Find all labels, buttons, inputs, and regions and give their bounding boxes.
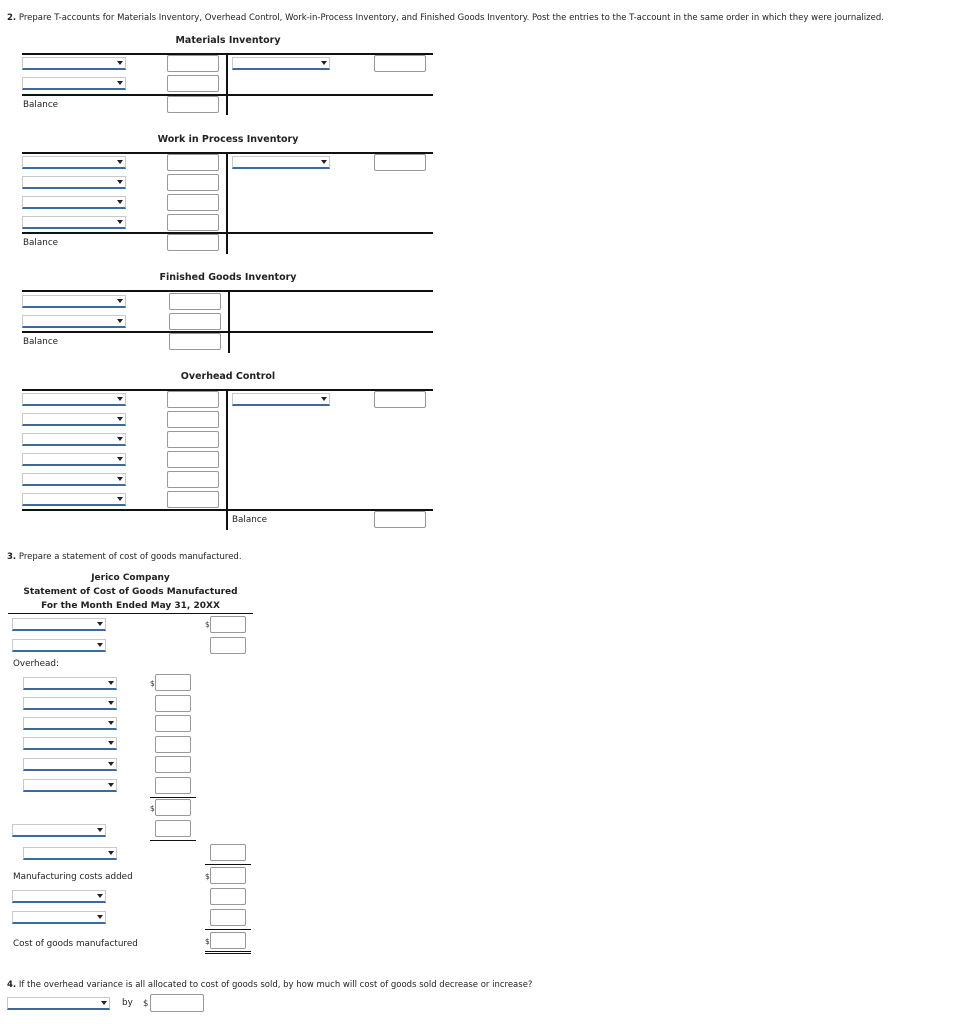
cogm-amount-1[interactable]: [210, 616, 246, 633]
cogm-double-rule-1: [205, 951, 251, 952]
wip-credit-account-select-1[interactable]: [232, 156, 330, 169]
wip-debit-account-select-4[interactable]: [22, 216, 126, 229]
cogm-select-4[interactable]: [23, 847, 117, 860]
wip-debit-account-select-2[interactable]: [22, 176, 126, 189]
statement-header-rule: [8, 613, 253, 614]
overhead-subtotal-dollar: $: [150, 804, 155, 813]
overhead-item-amount-6[interactable]: [155, 777, 191, 794]
finished-balance-rule: [22, 331, 433, 333]
cogm-select-6[interactable]: [12, 911, 106, 924]
cogm-total-dollar: $: [205, 937, 210, 946]
overhead-debit-account-select-1[interactable]: [22, 393, 126, 406]
mfg-costs-added-amount[interactable]: [210, 867, 246, 884]
cogm-dollar-1: $: [205, 620, 210, 629]
finished-center-rule: [228, 290, 230, 353]
overhead-total-rule: [150, 840, 196, 841]
cogm-amount-2[interactable]: [210, 637, 246, 654]
cogm-amount-4[interactable]: [210, 844, 246, 861]
wip-credit-amount-1[interactable]: [374, 154, 426, 171]
statement-period: For the Month Ended May 31, 20XX: [41, 601, 220, 611]
wip-debit-amount-2[interactable]: [167, 174, 219, 191]
overhead-section-label: Overhead:: [13, 659, 59, 669]
overhead-subtotal-rule: [150, 797, 196, 798]
mfg-costs-rule: [205, 864, 251, 865]
cogm-amount-3[interactable]: [155, 820, 191, 837]
overhead-balance-label: Balance: [232, 515, 268, 525]
overhead-item-select-2[interactable]: [23, 697, 117, 710]
overhead-item-select-1[interactable]: [23, 677, 117, 690]
materials-debit-account-select-2[interactable]: [22, 77, 126, 90]
wip-debit-amount-3[interactable]: [167, 194, 219, 211]
finished-debit-account-select-1[interactable]: [22, 295, 126, 308]
wip-balance-rule: [22, 232, 433, 234]
q3-prompt: 3. Prepare a statement of cost of goods manufactured.: [7, 552, 242, 562]
overhead-item-select-6[interactable]: [23, 779, 117, 792]
finished-debit-account-select-2[interactable]: [22, 315, 126, 328]
overhead-debit-amount-5[interactable]: [167, 471, 219, 488]
overhead-subtotal-amount[interactable]: [155, 799, 191, 816]
overhead-debit-account-select-2[interactable]: [22, 413, 126, 426]
mfg-costs-added-label: Manufacturing costs added: [13, 872, 133, 882]
statement-title: Statement of Cost of Goods Manufactured: [23, 587, 238, 597]
cogm-label: Cost of goods manufactured: [13, 939, 138, 949]
wip-debit-account-select-3[interactable]: [22, 196, 126, 209]
wip-balance-label: Balance: [23, 238, 59, 248]
cogm-total-rule: [205, 929, 251, 930]
overhead-item-select-5[interactable]: [23, 758, 117, 771]
variance-dollar: $: [143, 999, 149, 1009]
overhead-credit-amount-1[interactable]: [374, 391, 426, 408]
overhead-item-select-3[interactable]: [23, 717, 117, 730]
cogm-select-3[interactable]: [12, 824, 106, 837]
cogm-select-1[interactable]: [12, 618, 106, 631]
overhead-item-amount-1[interactable]: [155, 674, 191, 691]
materials-balance-amount[interactable]: [167, 96, 219, 113]
materials-account-title: Materials Inventory: [175, 35, 281, 46]
materials-balance-label: Balance: [23, 100, 59, 110]
overhead-debit-account-select-4[interactable]: [22, 453, 126, 466]
materials-center-rule: [226, 53, 228, 115]
cogm-double-rule-2: [205, 953, 251, 954]
materials-credit-account-select-1[interactable]: [232, 57, 330, 70]
by-label: by: [122, 998, 133, 1008]
wip-balance-amount[interactable]: [167, 234, 219, 251]
materials-balance-rule: [22, 94, 433, 96]
overhead-item-amount-5[interactable]: [155, 756, 191, 773]
overhead-debit-amount-4[interactable]: [167, 451, 219, 468]
materials-debit-amount-2[interactable]: [167, 75, 219, 92]
wip-debit-amount-4[interactable]: [167, 214, 219, 231]
overhead-item-amount-3[interactable]: [155, 715, 191, 732]
wip-debit-account-select-1[interactable]: [22, 156, 126, 169]
overhead-debit-amount-6[interactable]: [167, 491, 219, 508]
overhead-debit-amount-2[interactable]: [167, 411, 219, 428]
overhead-debit-account-select-6[interactable]: [22, 493, 126, 506]
finished-balance-amount[interactable]: [169, 333, 221, 350]
overhead-credit-account-select-1[interactable]: [232, 393, 330, 406]
wip-account-title: Work in Process Inventory: [157, 134, 299, 145]
overhead-item-amount-2[interactable]: [155, 695, 191, 712]
cogm-select-2[interactable]: [12, 639, 106, 652]
q2-prompt: 2. Prepare T-accounts for Materials Inventory, Overhead Control, Work-in-Process Inventory, and Finished Goods Inventory. Post the entries to the T-account in the same order in which they were journalized.: [7, 13, 884, 23]
overhead-debit-account-select-3[interactable]: [22, 433, 126, 446]
variance-amount-input[interactable]: [150, 994, 204, 1012]
materials-credit-amount-1[interactable]: [374, 55, 426, 72]
wip-debit-amount-1[interactable]: [167, 154, 219, 171]
cogm-select-5[interactable]: [12, 890, 106, 903]
materials-debit-account-select-1[interactable]: [22, 57, 126, 70]
overhead-debit-amount-3[interactable]: [167, 431, 219, 448]
company-name: Jerico Company: [91, 573, 170, 583]
cogm-total-amount[interactable]: [210, 932, 246, 949]
variance-direction-select[interactable]: [7, 997, 110, 1010]
cogm-amount-5[interactable]: [210, 888, 246, 905]
overhead-item-amount-4[interactable]: [155, 736, 191, 753]
overhead-balance-rule: [22, 509, 433, 511]
finished-debit-amount-2[interactable]: [169, 313, 221, 330]
materials-debit-amount-1[interactable]: [167, 55, 219, 72]
overhead-debit-amount-1[interactable]: [167, 391, 219, 408]
q4-prompt: 4. If the overhead variance is all allocated to cost of goods sold, by how much will cost of goods sold decrease or increase?: [7, 980, 533, 990]
finished-debit-amount-1[interactable]: [169, 293, 221, 310]
overhead-balance-amount[interactable]: [374, 511, 426, 528]
finished-balance-label: Balance: [23, 337, 59, 347]
overhead-item-select-4[interactable]: [23, 737, 117, 750]
overhead-debit-account-select-5[interactable]: [22, 473, 126, 486]
overhead-account-title: Overhead Control: [180, 371, 276, 382]
wip-center-rule: [226, 152, 228, 254]
overhead-item-dollar-1: $: [150, 679, 155, 688]
cogm-amount-6[interactable]: [210, 909, 246, 926]
mfg-costs-dollar: $: [205, 872, 210, 881]
finished-account-title: Finished Goods Inventory: [159, 272, 297, 283]
